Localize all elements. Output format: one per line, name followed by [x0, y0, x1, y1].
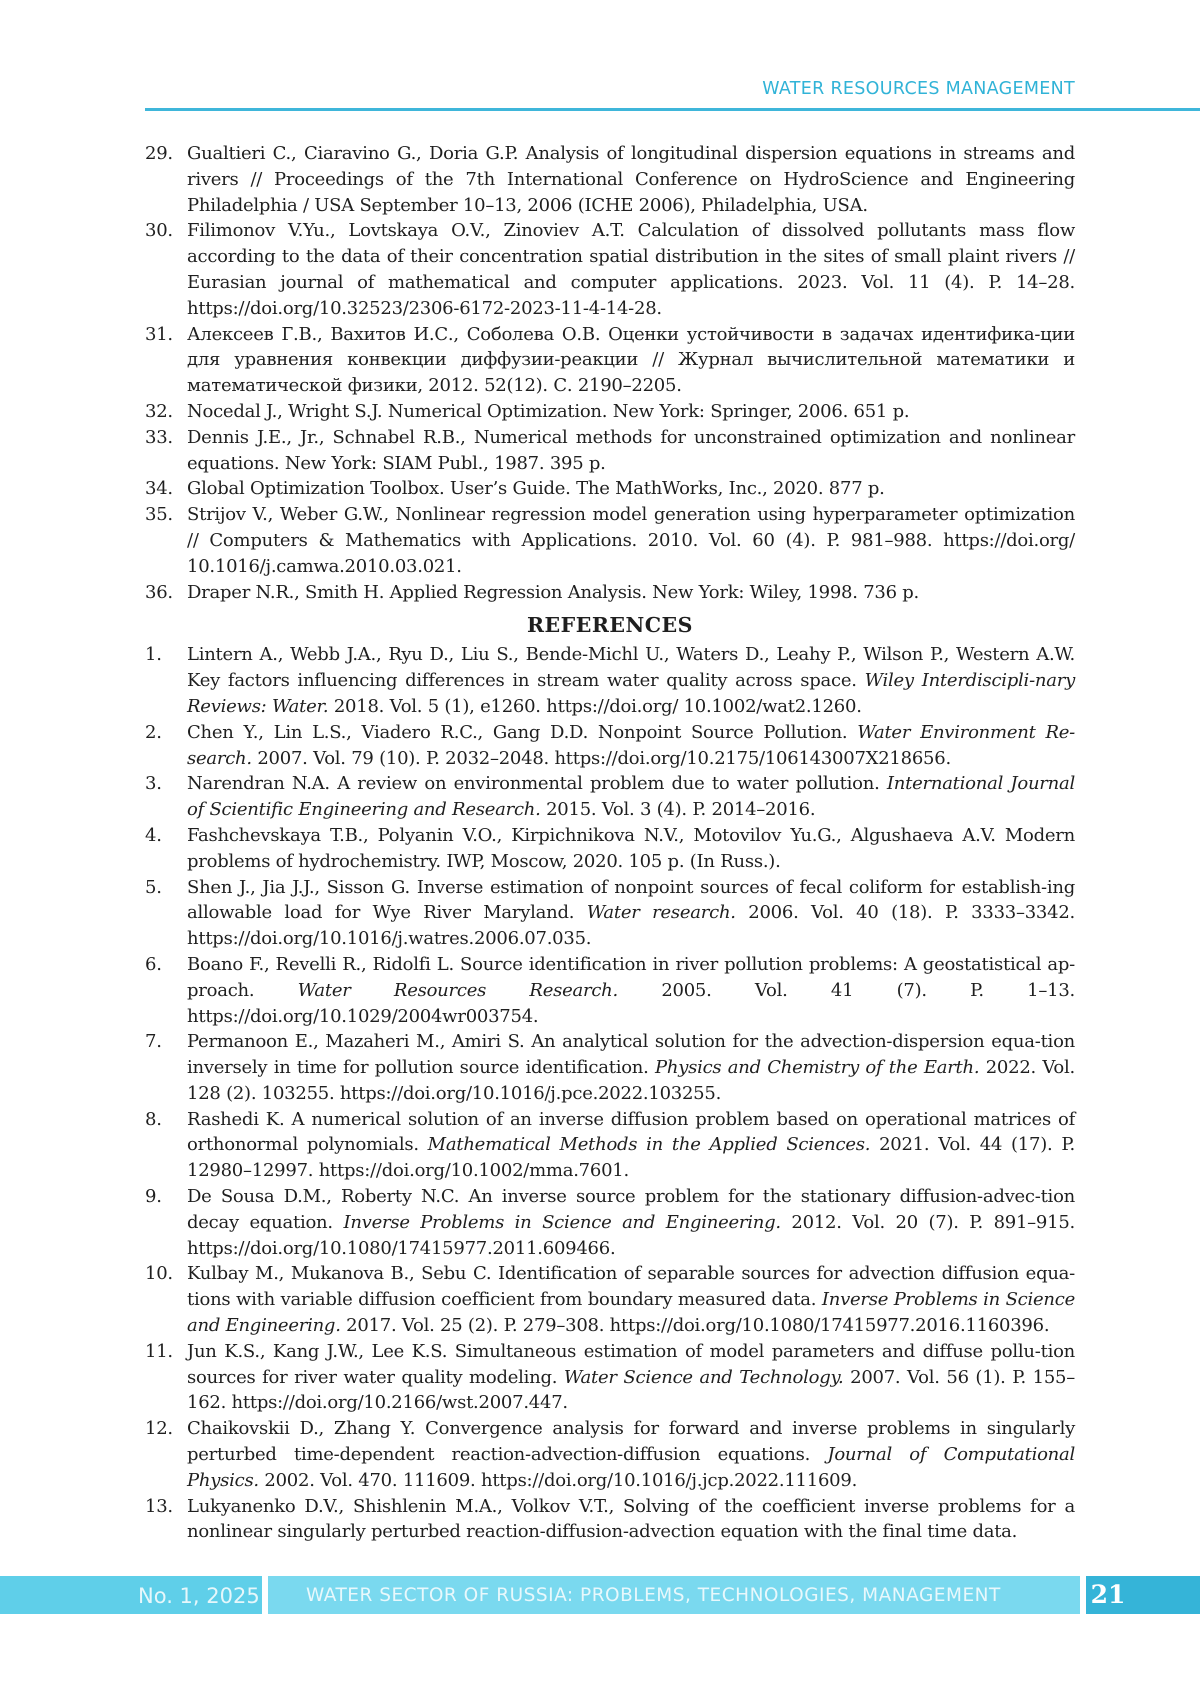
reference-text: 2017. Vol. 25 (2). P. 279–308. https://doi.org/10.1080/17415977.2016.1160396. [340, 1315, 1050, 1337]
reference-number: 3. [145, 773, 162, 795]
reference-item [145, 1107, 1075, 1184]
reference-text: Gualtieri C., Ciaravino G., Doria G.P. Analysis of longitudinal dispersion equations in streams and rivers // Proceedings of the 7th International Conference on HydroScience and Engineering Philadelphia / USA September 10–13, 2006 (ICHE 2006), Philadelphia, USA. [187, 143, 1075, 216]
reference-text: Jun K.S., Kang J.W., Lee K.S. Simultaneous estimation of model parameters and diffuse pollu-tion sources for river water quality modeling. [187, 1340, 1075, 1388]
reference-item [145, 218, 1075, 321]
reference-item [145, 1339, 1075, 1416]
reference-item [145, 1261, 1075, 1338]
reference-number: 29. [145, 143, 173, 164]
issue-label: No. 1, 2025 [138, 1584, 260, 1608]
reference-number: 9. [145, 1186, 162, 1208]
reference-item [145, 1494, 1075, 1546]
reference-item [145, 476, 1075, 502]
reference-text: 2007. Vol. 79 (10). P. 2032–2048. https://doi.org/10.2175/106143007X218656. [251, 747, 951, 769]
reference-number: 31. [145, 323, 173, 345]
reference-number: 1. [145, 644, 162, 666]
reference-text: 2006. Vol. 40 (18). P. 3333–3342. https://doi.org/10.1016/j.watres.2006.07.035. [187, 902, 1076, 950]
reference-text: Nocedal J., Wright S.J. Numerical Optimization. New York: Springer, 2006. 651 p. [187, 400, 910, 422]
reference-number: 33. [145, 426, 173, 448]
reference-text: Chaikovskii D., Zhang Y. Convergence analysis for forward and inverse problems in singularly perturbed time-dependent reaction-advection-diffusion equations. [187, 1418, 1075, 1466]
reference-text: Lintern A., Webb J.A., Ryu D., Liu S., Bende-Michl U., Waters D., Leahy P., Wilson P., Western A.W. Key factors influencing differences in stream water quality across space. [187, 644, 1075, 692]
page-number: 21 [1090, 1580, 1126, 1609]
reference-number: 36. [145, 581, 173, 603]
reference-item [145, 425, 1075, 477]
reference-text: De Sousa D.M., Roberty N.C. An inverse source problem for the stationary diffusion-advec-tion decay equation. [187, 1186, 1075, 1233]
reference-text: Strijov V., Weber G.W., Nonlinear regression model generation using hyperparameter optimization // Computers & Mathematics with Applications. 2010. Vol. 60 (4). P. 981–988. https://doi.org/ 10.1016/j.camwa.2010.03.021. [187, 504, 1075, 577]
reference-source: Inverse Problems in Science and Engineering. [343, 1211, 781, 1233]
reference-item [145, 720, 1075, 772]
reference-source: Water Science and Technology. [563, 1366, 844, 1388]
reference-source: International Journal of Scientific Engineering and Research. [187, 773, 1075, 821]
reference-number: 11. [145, 1340, 173, 1362]
bibliography-list [145, 141, 1075, 605]
reference-number: 7. [145, 1031, 162, 1053]
reference-source: Water Resources Research. [297, 979, 618, 1001]
reference-item [145, 1184, 1075, 1261]
reference-number: 6. [145, 953, 162, 975]
reference-text: Global Optimization Toolbox. User’s Guide. The MathWorks, Inc., 2020. 877 p. [187, 478, 885, 500]
reference-source: Water Environment Re-search. [187, 721, 1075, 769]
reference-text: 2007. Vol. 56 (1). P. 155–162. https://doi.org/10.2166/wst.2007.447. [187, 1366, 1075, 1414]
reference-number: 4. [145, 824, 162, 846]
reference-source: Wiley Interdiscipli-nary Reviews: Water. [187, 670, 1075, 717]
reference-item [145, 1029, 1075, 1106]
reference-text: 2005. Vol. 41 (7). P. 1–13. https://doi.org/10.1029/2004wr003754. [187, 979, 1076, 1027]
reference-source: Water research. [586, 902, 736, 924]
footer-issue-band [0, 1576, 262, 1614]
reference-number: 30. [145, 220, 173, 242]
page-content [145, 141, 1075, 1545]
section-header: WATER RESOURCES MANAGEMENT [762, 79, 1075, 99]
reference-text: 2015. Vol. 3 (4). P. 2014–2016. [540, 799, 816, 821]
reference-text: 2002. Vol. 470. 111609. https://doi.org/10.1016/j.jcp.2022.111609. [258, 1469, 858, 1491]
reference-item [145, 502, 1075, 579]
reference-number: 2. [145, 721, 162, 743]
reference-text: 2022. Vol. 128 (2). 103255. https://doi.org/10.1016/j.pce.2022.103255. [187, 1057, 1075, 1104]
reference-text: Lukyanenko D.V., Shishlenin M.A., Volkov V.T., Solving of the coefficient inverse problems for a nonlinear singularly perturbed reaction-diffusion-advection equation with the final time data. [187, 1495, 1075, 1543]
reference-text: Draper N.R., Smith H. Applied Regression Analysis. New York: Wiley, 1998. 736 p. [187, 581, 920, 603]
reference-source: Inverse Problems in Science and Engineering. [187, 1289, 1075, 1337]
reference-item [145, 642, 1075, 719]
reference-text: Rashedi K. A numerical solution of an inverse diffusion problem based on operational matrices of orthonormal polynomials. [187, 1108, 1075, 1156]
header-rule [145, 108, 1200, 111]
reference-text: Fashchevskaya T.B., Polyanin V.O., Kirpichnikova N.V., Motovilov Yu.G., Algushaeva A.V. Modern problems of hydrochemistry. IWP, Moscow, 2020. 105 p. (In Russ.). [187, 824, 1075, 872]
journal-title: WATER SECTOR OF RUSSIA: PROBLEMS, TECHNOLOGIES, MANAGEMENT [306, 1585, 1001, 1606]
reference-source: Mathematical Methods in the Applied Sciences. [427, 1134, 871, 1156]
page-footer [0, 1576, 1200, 1614]
reference-text: 2012. Vol. 20 (7). P. 891–915. https://doi.org/10.1080/17415977.2011.609466. [187, 1211, 1076, 1259]
reference-text: Алексеев Г.В., Вахитов И.С., Соболева О.В. Оценки устойчивости в задачах идентифика-ции для уравнения конвекции диффузии-реакции // Журнал вычислительной математики и математической физики, 2012. 52(12). С. 2190–2205. [187, 323, 1075, 397]
reference-item [145, 141, 1075, 218]
reference-text: Shen J., Jia J.J., Sisson G. Inverse estimation of nonpoint sources of fecal coliform for establish-ing allowable load for Wye River Maryland. [187, 876, 1075, 924]
reference-text: Kulbay M., Mukanova B., Sebu C. Identification of separable sources for advection diffusion equa-tions with variable diffusion coefficient from boundary measured data. [187, 1263, 1075, 1311]
reference-item [145, 875, 1075, 952]
reference-item [145, 952, 1075, 1029]
reference-number: 34. [145, 478, 173, 500]
reference-text: 2018. Vol. 5 (1), e1260. https://doi.org/ 10.1002/wat2.1260. [328, 695, 862, 717]
reference-text: Permanoon E., Mazaheri M., Amiri S. An analytical solution for the advection-dispersion equa-tion inversely in time for pollution source identification. [187, 1031, 1075, 1079]
references-list [145, 642, 1075, 1545]
references-title: REFERENCES [527, 613, 693, 638]
reference-text: Chen Y., Lin L.S., Viadero R.C., Gang D.D. Nonpoint Source Pollution. [187, 721, 858, 743]
reference-text: 2021. Vol. 44 (17). P. 12980–12997. https://doi.org/10.1002/mma.7601. [187, 1134, 1076, 1182]
reference-item [145, 771, 1075, 823]
reference-number: 8. [145, 1108, 162, 1130]
reference-item [145, 823, 1075, 875]
reference-item [145, 322, 1075, 399]
reference-item [145, 1416, 1075, 1493]
footer-journal-band [268, 1576, 1080, 1614]
reference-text: Narendran N.A. A review on environmental problem due to water pollution. [187, 773, 887, 795]
reference-text: Dennis J.E., Jr., Schnabel R.B., Numerical methods for unconstrained optimization and nonlinear equations. New York: SIAM Publ., 1987. 395 p. [187, 426, 1075, 474]
reference-source: Physics and Chemistry of the Earth. [654, 1057, 980, 1079]
reference-number: 35. [145, 504, 173, 526]
reference-text: Filimonov V.Yu., Lovtskaya O.V., Zinoviev A.T. Calculation of dissolved pollutants mass flow according to the data of their concentration spatial distribution in the sites of small plaint rivers // Eurasian journal of mathematical and computer applications. 2023. Vol. 11 (4). P. 14–28. https://doi.org/10.32523/2306-6172-2023-11-4-14-28. [187, 220, 1075, 319]
reference-text: Boano F., Revelli R., Ridolfi L. Source identification in river pollution problems: A geostatistical ap-proach. [187, 953, 1075, 1001]
reference-number: 10. [145, 1263, 173, 1285]
reference-source: Journal of Computational Physics. [187, 1444, 1075, 1491]
reference-number: 5. [145, 876, 162, 898]
reference-number: 32. [145, 400, 173, 422]
reference-number: 13. [145, 1495, 173, 1517]
reference-item [145, 580, 1075, 606]
reference-number: 12. [145, 1418, 173, 1440]
reference-item [145, 399, 1075, 425]
